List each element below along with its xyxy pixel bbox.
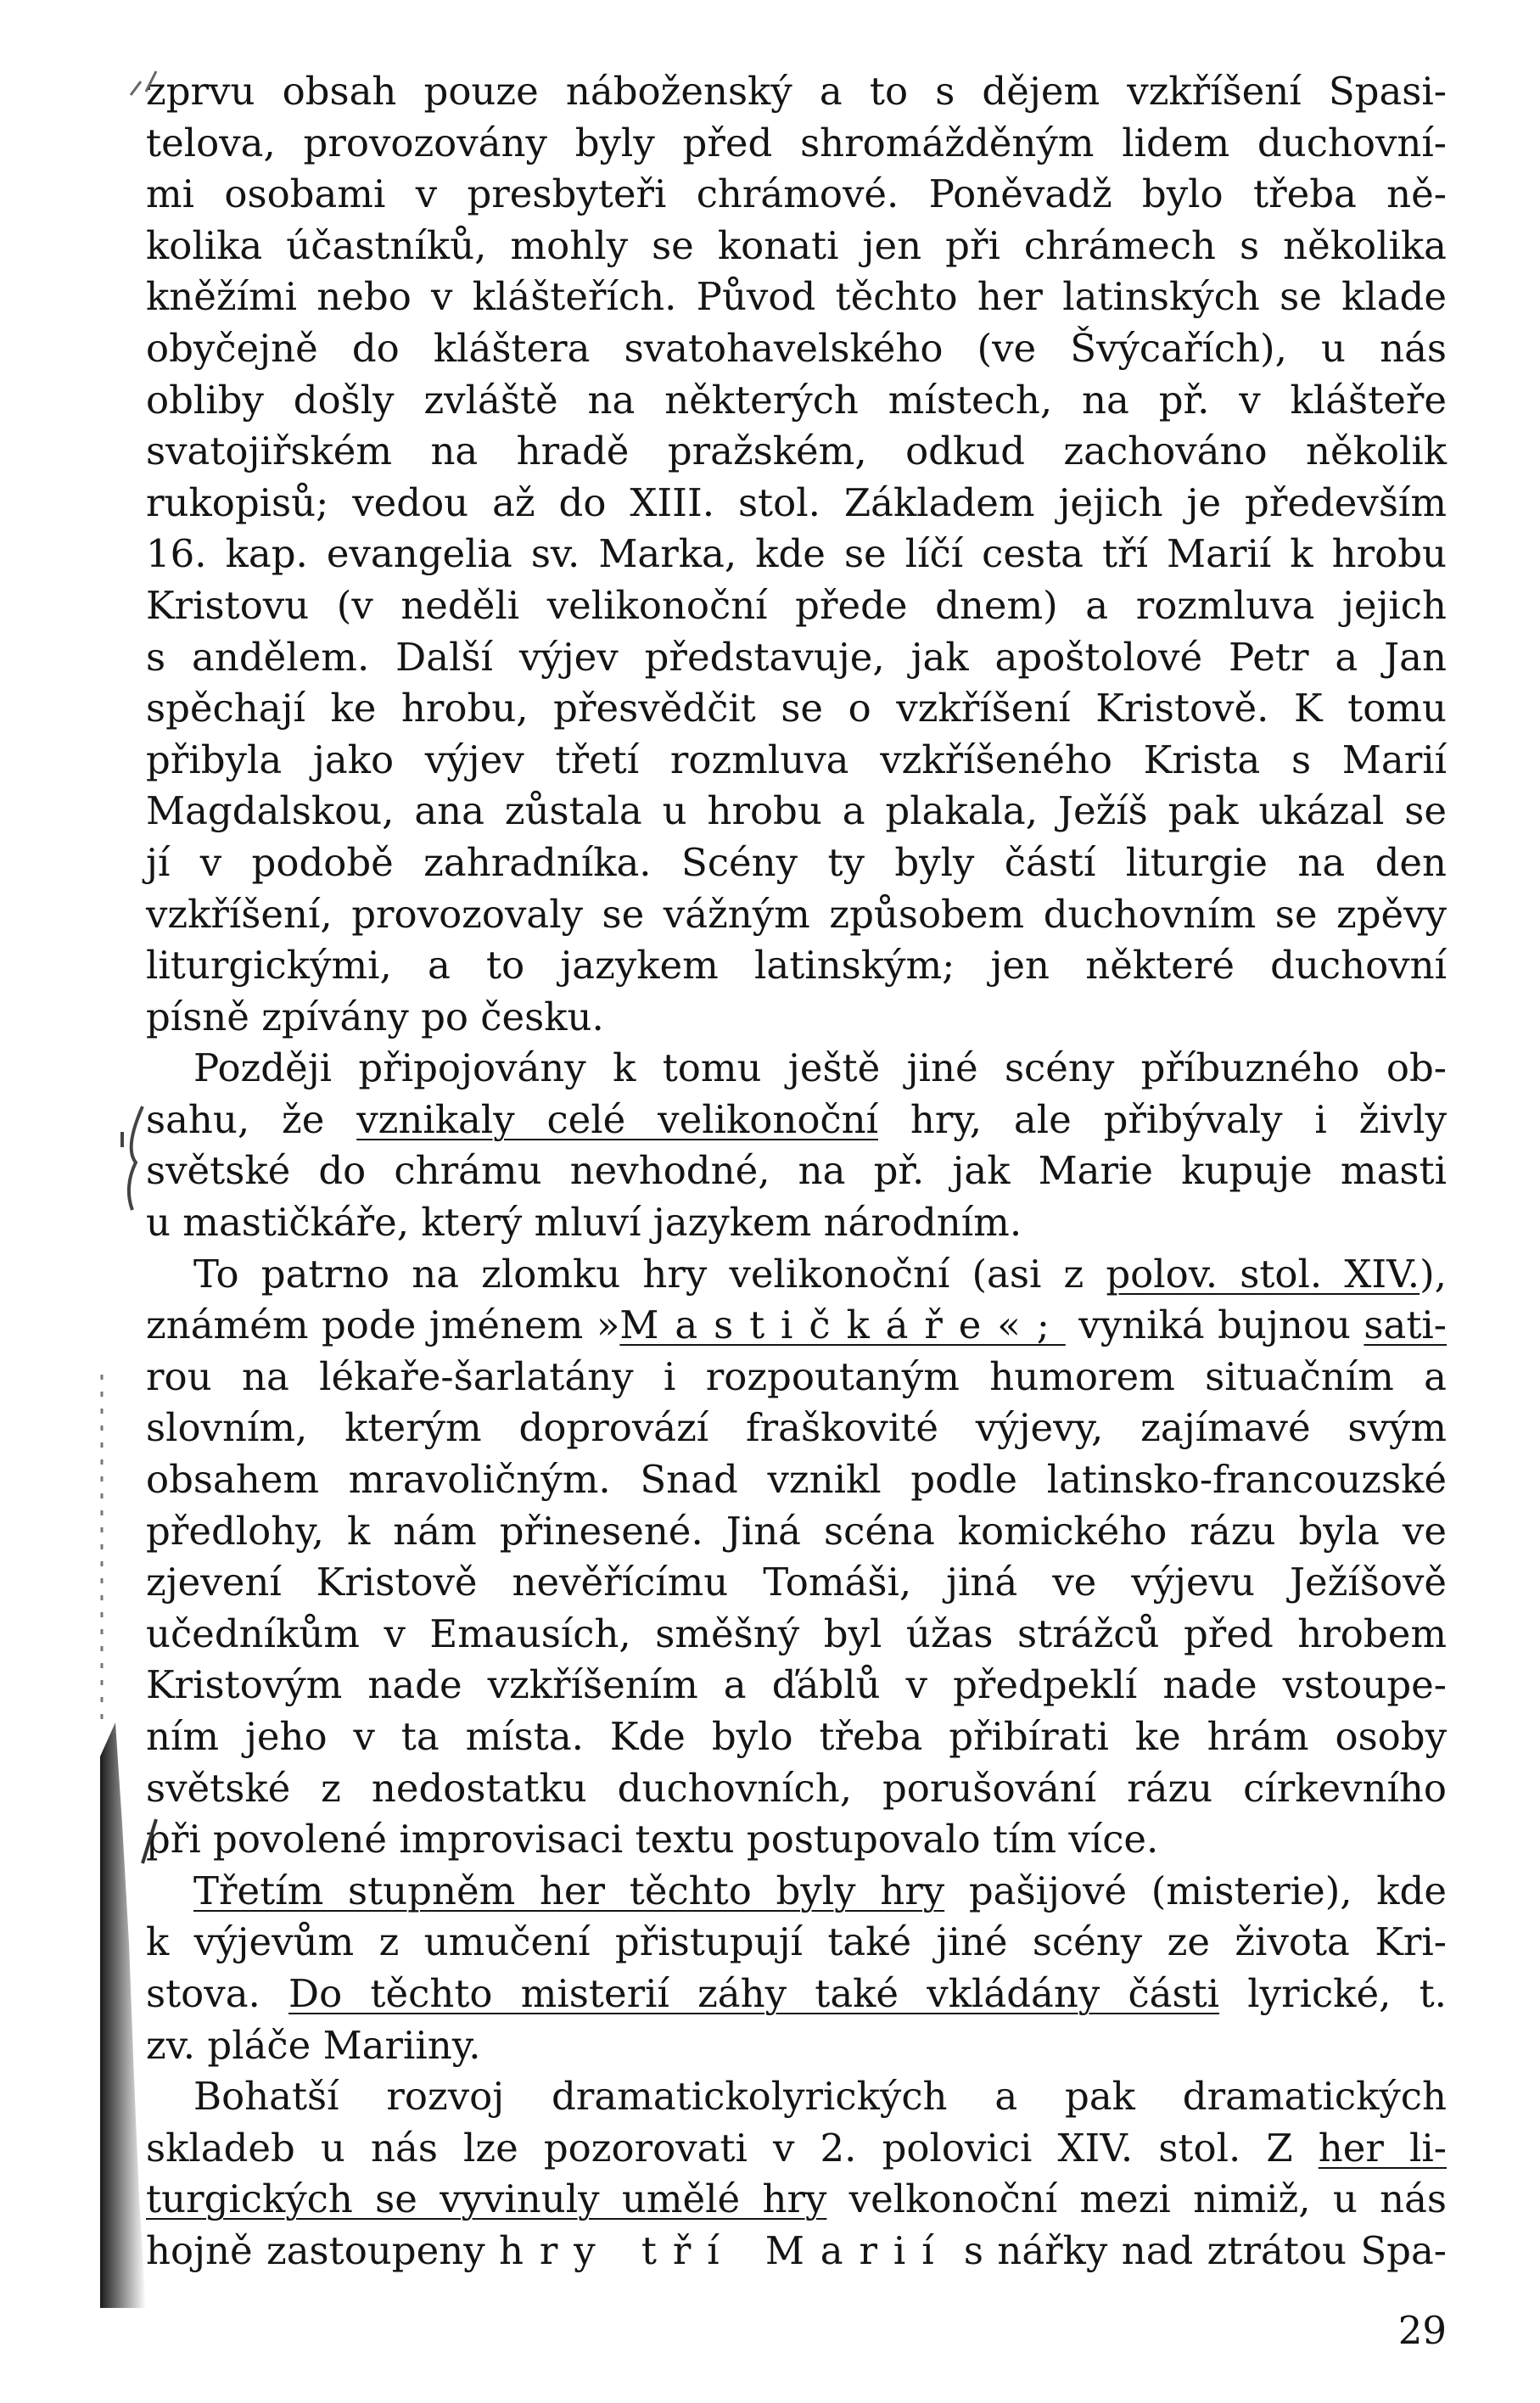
paragraph — [146, 1249, 1447, 1866]
text-run: s nářky nad ztrátou Spa- — [949, 2227, 1448, 2273]
text-line — [146, 426, 1447, 478]
text-run: světské do chrámu nevhodné, na př. jak Marie kupuje masti — [146, 1148, 1447, 1194]
paragraph — [146, 1043, 1447, 1248]
text-run: kněžími nebo v klášteřích. Původ těchto her latinských se klade — [146, 274, 1447, 320]
text-run: sahu, že — [146, 1096, 357, 1142]
paragraph — [146, 2071, 1447, 2277]
text-line — [146, 1249, 1447, 1301]
paragraph — [146, 1866, 1447, 2071]
page-text — [146, 66, 1447, 2277]
text-run: k výjevům z umučení přistupují také jiné scény ze života Kri- — [146, 1919, 1447, 1965]
text-run: ním jeho v ta místa. Kde bylo třeba přibírati ke hrám osoby — [146, 1714, 1447, 1759]
text-line — [146, 1403, 1447, 1454]
text-run: rou na lékaře-šarlatány i rozpoutaným humorem situačním a — [146, 1353, 1447, 1399]
text-line — [146, 1352, 1447, 1403]
text-line — [146, 1197, 1447, 1249]
text-line — [146, 1506, 1447, 1558]
text-run: velkonoční mezi nimiž, u nás — [826, 2176, 1448, 2222]
text-line — [146, 2123, 1447, 2175]
text-run: světské z nedostatku duchovních, porušování rázu církevního — [146, 1765, 1447, 1811]
text-line — [146, 940, 1447, 992]
margin-bracket-mark — [117, 1103, 151, 1213]
text-run: Kristovým nade vzkříšením a ďáblů v předpeklí nade vstoupe- — [146, 1662, 1447, 1708]
text-line — [146, 683, 1447, 735]
underlined-text: polov. stol. XIV. — [1106, 1251, 1420, 1297]
text-line — [146, 2174, 1447, 2226]
text-line — [146, 2226, 1447, 2277]
text-run: liturgickými, a to jazykem latinským; jen některé duchovní — [146, 943, 1447, 989]
text-line — [146, 1454, 1447, 1506]
underlined-text: sati- — [1364, 1302, 1447, 1348]
text-run: známém pode jménem » — [146, 1302, 620, 1348]
text-run: s andělem. Další výjev představuje, jak apoštolové Petr a Jan — [146, 634, 1447, 680]
text-run: 16. kap. evangelia sv. Marka, kde se líčí cesta tří Marií k hrobu — [146, 531, 1447, 577]
text-line — [146, 1043, 1447, 1095]
text-line — [146, 735, 1447, 787]
underlined-text: Do těchto misterií záhy také vkládány části — [288, 1970, 1220, 2016]
text-line — [146, 1300, 1447, 1352]
underlined-text: Mastičkáře«; — [619, 1302, 1066, 1348]
text-run: hry, ale přibývaly i živly — [878, 1096, 1447, 1142]
text-run: obyčejně do kláštera svatohavelského (ve Švýcařích), u nás — [146, 325, 1447, 371]
text-run: hojně zastoupeny — [146, 2227, 499, 2273]
binding-shadow — [100, 1722, 151, 2308]
text-line — [146, 1660, 1447, 1711]
text-run: stova. — [146, 1970, 289, 2016]
text-line — [146, 272, 1447, 323]
text-run: zjevení Kristově nevěřícímu Tomáši, jiná ve výjevu Ježíšově — [146, 1560, 1447, 1605]
margin-pencil-mark-top — [127, 66, 161, 117]
text-run: přibyla jako výjev třetí rozmluva vzkříšeného Krista s Marií — [146, 737, 1447, 782]
text-run: svatojiřském na hradě pražském, odkud zachováno několik — [146, 429, 1447, 474]
text-run: obsahem mravoličným. Snad vznikl podle latinsko-francouzské — [146, 1457, 1447, 1503]
text-run: slovním, kterým doprovází fraškovité výjevy, zajímavé svým — [146, 1405, 1447, 1451]
text-run: telova, provozovány byly před shromážděným lidem duchovní- — [146, 120, 1447, 165]
text-line — [146, 889, 1447, 941]
text-run: vzkříšení, provozovaly se vážným způsobem duchovním se zpěvy — [146, 891, 1447, 937]
text-line — [146, 1763, 1447, 1815]
text-line — [146, 2071, 1447, 2123]
text-line — [146, 478, 1447, 529]
text-line — [146, 1814, 1447, 1866]
text-run: předlohy, k nám přinesené. Jiná scéna komického rázu byla ve — [146, 1508, 1447, 1554]
text-run: při povolené improvisaci textu postupovalo tím více. — [146, 1817, 1159, 1862]
text-run: zv. pláče Mariiny. — [146, 2022, 481, 2068]
text-line — [146, 1917, 1447, 1969]
text-run: Později připojovány k tomu ještě jiné scény příbuzného ob- — [193, 1045, 1447, 1091]
text-line — [146, 1095, 1447, 1146]
paragraph — [146, 66, 1447, 1043]
text-line — [146, 1145, 1447, 1197]
text-line — [146, 118, 1447, 170]
text-run: To patrno na zlomku hry velikonoční (asi z — [193, 1251, 1106, 1297]
text-line — [146, 1609, 1447, 1661]
text-run: obliby došly zvláště na některých místech, na př. v klášteře — [146, 377, 1447, 423]
text-run: ), — [1420, 1251, 1447, 1297]
spaced-text: hry tří Marií — [499, 2227, 950, 2273]
text-run: jí v podobě zahradníka. Scény ty byly částí liturgie na den — [146, 839, 1447, 885]
margin-dotted-rule — [98, 1375, 105, 1731]
text-run: rukopisů; vedou až do XIII. stol. Základem jejich je především — [146, 479, 1447, 525]
text-line — [146, 992, 1447, 1044]
text-line — [146, 169, 1447, 221]
text-run: lyrické, t. — [1219, 1970, 1447, 2016]
underlined-text: her li- — [1318, 2125, 1448, 2171]
text-line — [146, 632, 1447, 684]
text-run: Bohatší rozvoj dramatickolyrických a pak dramatických — [193, 2074, 1447, 2120]
text-line — [146, 837, 1447, 889]
text-line — [146, 1866, 1447, 1918]
text-line — [146, 786, 1447, 837]
text-line — [146, 1969, 1447, 2020]
text-line — [146, 375, 1447, 427]
text-run: skladeb u nás lze pozorovati v 2. polovici XIV. stol. Z — [146, 2125, 1319, 2171]
text-run: Kristovu (v neděli velikonoční přede dnem) a rozmluva jejich — [146, 582, 1447, 628]
text-line — [146, 221, 1447, 272]
underlined-text: turgických se vyvinuly umělé hry — [146, 2176, 827, 2222]
text-line — [146, 1557, 1447, 1609]
text-line — [146, 529, 1447, 580]
text-run: zprvu obsah pouze náboženský a to s dějem vzkříšení Spasi- — [146, 69, 1447, 114]
text-run: u mastičkáře, který mluví jazykem národním. — [146, 1200, 1022, 1246]
text-run: mi osobami v presbyteři chrámové. Poněvadž bylo třeba ně- — [146, 171, 1447, 217]
text-line — [146, 2020, 1447, 2072]
text-line — [146, 66, 1447, 118]
text-run: písně zpívány po česku. — [146, 994, 604, 1039]
page-number: 29 — [1397, 2308, 1447, 2353]
underlined-text: Třetím stupněm her těchto byly hry — [193, 1868, 945, 1913]
underlined-text: vznikaly celé velikonoční — [356, 1096, 878, 1142]
text-run: Magdalskou, ana zůstala u hrobu a plakala, Ježíš pak ukázal se — [146, 788, 1447, 834]
text-line — [146, 580, 1447, 632]
text-run: pašijové (misterie), kde — [944, 1868, 1447, 1913]
text-run: kolika účastníků, mohly se konati jen při chrámech s několika — [146, 222, 1447, 268]
text-line — [146, 1711, 1447, 1763]
text-line — [146, 323, 1447, 375]
text-run: učedníkům v Emausích, směšný byl úžas strážců před hrobem — [146, 1610, 1447, 1656]
text-run: spěchají ke hrobu, přesvědčit se o vzkříšení Kristově. K tomu — [146, 686, 1447, 731]
text-run: vyniká bujnou — [1065, 1302, 1364, 1348]
